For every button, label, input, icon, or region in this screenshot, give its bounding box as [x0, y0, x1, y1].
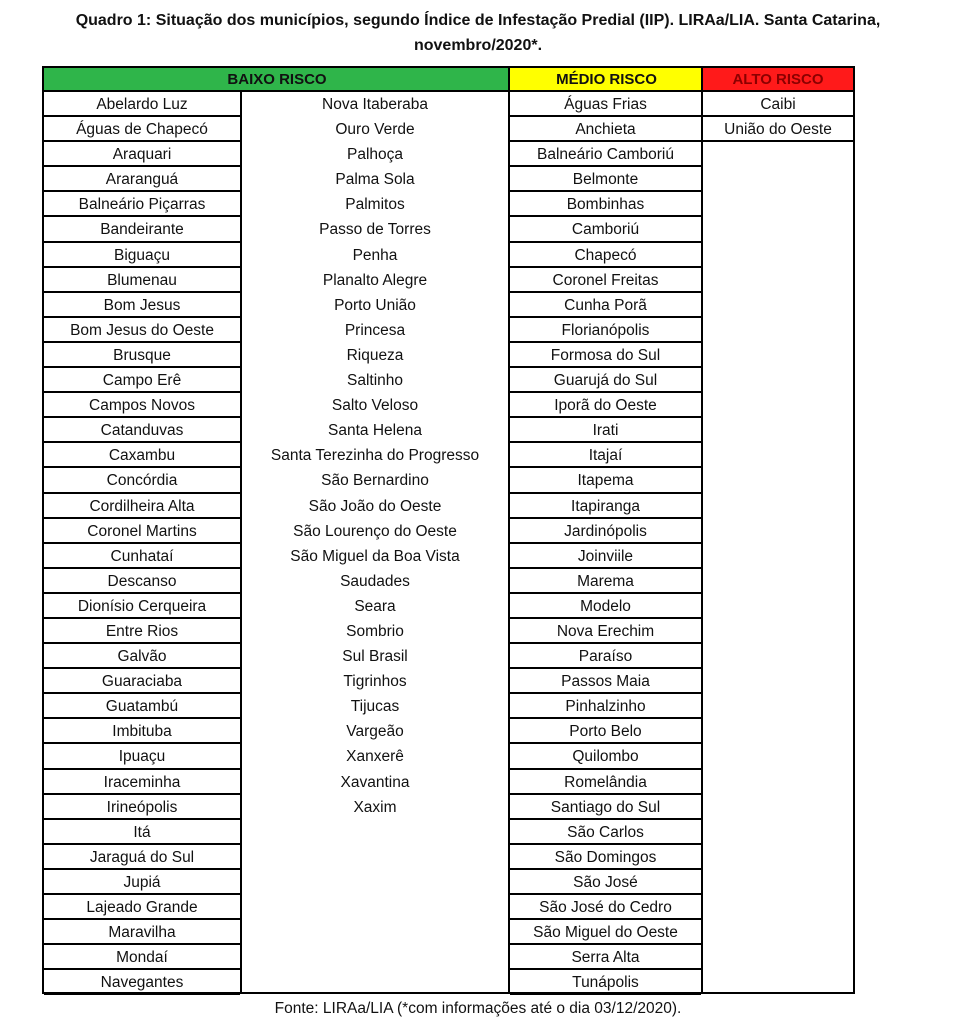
municipality-cell: Mondaí: [44, 945, 240, 970]
municipality-cell: Irati: [510, 418, 701, 443]
municipality-cell: Modelo: [510, 594, 701, 619]
municipality-cell: Florianópolis: [510, 318, 701, 343]
municipality-cell: Galvão: [44, 644, 240, 669]
municipality-cell: Concórdia: [44, 468, 240, 493]
municipality-cell: Campos Novos: [44, 393, 240, 418]
municipality-cell: Serra Alta: [510, 945, 701, 970]
municipality-cell: Abelardo Luz: [44, 92, 240, 117]
municipality-cell: Santiago do Sul: [510, 795, 701, 820]
municipality-cell: Quilombo: [510, 744, 701, 769]
municipality-cell: Penha: [352, 246, 398, 264]
municipality-cell: São Lourenço do Oeste: [293, 522, 457, 540]
municipality-cell: Guaraciaba: [44, 669, 240, 694]
municipality-cell: Guatambú: [44, 694, 240, 719]
municipality-cell: Palma Sola: [335, 171, 415, 189]
municipality-cell: Palmitos: [345, 196, 405, 214]
municipality-cell: Balneário Piçarras: [44, 192, 240, 217]
municipality-cell: Lajeado Grande: [44, 895, 240, 920]
municipality-cell: Iraceminha: [44, 770, 240, 795]
municipality-cell: Salto Veloso: [331, 397, 419, 415]
municipality-cell: Jardinópolis: [510, 519, 701, 544]
municipality-cell: Anchieta: [510, 117, 701, 142]
medio-risco-column: [510, 92, 701, 995]
municipality-cell: Entre Rios: [44, 619, 240, 644]
municipality-cell: Saudades: [340, 572, 410, 590]
municipality-cell: Nova Itaberaba: [322, 96, 428, 113]
municipality-cell: Sombrio: [346, 622, 404, 640]
municipality-cell: Riqueza: [346, 346, 404, 364]
municipality-cell: Vargeão: [346, 723, 404, 741]
municipality-cell: São Domingos: [510, 845, 701, 870]
municipality-cell: Dionísio Cerqueira: [44, 594, 240, 619]
municipality-cell: Irineópolis: [44, 795, 240, 820]
municipality-cell: Balneário Camboriú: [510, 142, 701, 167]
municipality-cell: Ouro Verde: [335, 121, 415, 139]
municipality-cell: Coronel Freitas: [510, 268, 701, 293]
municipality-cell: Blumenau: [44, 268, 240, 293]
alto-risco-column: [703, 92, 853, 142]
municipality-cell: São José: [510, 870, 701, 895]
municipality-cell: Camboriú: [510, 217, 701, 242]
header-baixo-risco: BAIXO RISCO: [44, 68, 510, 92]
municipality-cell: São João do Oeste: [308, 497, 442, 515]
municipality-cell: Águas Frias: [510, 92, 701, 117]
municipality-cell: Coronel Martins: [44, 519, 240, 544]
municipality-cell: Iporã do Oeste: [510, 393, 701, 418]
municipality-cell: Itapiranga: [510, 494, 701, 519]
municipality-cell: Tigrinhos: [343, 673, 407, 691]
municipality-cell: Belmonte: [510, 167, 701, 192]
municipality-cell: Biguaçu: [44, 243, 240, 268]
municipality-cell: Jupiá: [44, 870, 240, 895]
municipality-cell: Sul Brasil: [342, 648, 408, 666]
title-line-1: Quadro 1: Situação dos municípios, segundo Índice de Infestação Predial (IIP). LIRAa/LIA. Santa Catarina,: [75, 12, 881, 29]
municipality-cell: Navegantes: [44, 970, 240, 995]
municipality-cell: Guarujá do Sul: [510, 368, 701, 393]
municipality-cell: Xaxim: [353, 798, 397, 816]
municipality-cell: Catanduvas: [44, 418, 240, 443]
municipality-cell: Tunápolis: [510, 970, 701, 995]
municipality-cell: Itapema: [510, 468, 701, 493]
municipality-cell: Porto União: [334, 296, 416, 314]
header-alto-risco: ALTO RISCO: [703, 68, 853, 92]
municipality-cell: Joinviile: [510, 544, 701, 569]
municipality-cell: Tijucas: [350, 698, 400, 716]
municipality-cell: Bom Jesus do Oeste: [44, 318, 240, 343]
municipality-cell: São Carlos: [510, 820, 701, 845]
municipality-cell: Passos Maia: [510, 669, 701, 694]
municipality-cell: Araquari: [44, 142, 240, 167]
divider-col3: [701, 68, 703, 992]
source-footer: Fonte: LIRAa/LIA (*com informações até o dia 03/12/2020).: [274, 1000, 682, 1017]
municipality-cell: Descanso: [44, 569, 240, 594]
municipality-cell: Cunhataí: [44, 544, 240, 569]
municipality-cell: Princesa: [344, 321, 406, 339]
municipality-cell: Bombinhas: [510, 192, 701, 217]
municipality-cell: Caibi: [703, 92, 853, 117]
municipality-cell: Xavantina: [340, 773, 410, 791]
baixo-risco-column-1: [44, 92, 240, 995]
municipality-cell: Brusque: [44, 343, 240, 368]
municipality-cell: Chapecó: [510, 243, 701, 268]
municipality-cell: Bandeirante: [44, 217, 240, 242]
municipality-cell: Santa Terezinha do Progresso: [270, 447, 480, 465]
municipality-cell: Porto Belo: [510, 719, 701, 744]
municipality-cell: União do Oeste: [703, 117, 853, 142]
municipality-cell: Nova Erechim: [510, 619, 701, 644]
municipality-cell: São Miguel do Oeste: [510, 920, 701, 945]
municipality-cell: Romelândia: [510, 770, 701, 795]
municipality-cell: Seara: [354, 597, 396, 615]
municipality-cell: Imbituba: [44, 719, 240, 744]
municipality-cell: Planalto Alegre: [322, 271, 428, 289]
municipality-cell: Palhoça: [346, 146, 403, 164]
municipality-cell: Santa Helena: [328, 422, 422, 440]
municipality-cell: São Bernardino: [321, 472, 429, 490]
municipality-cell: Maravilha: [44, 920, 240, 945]
municipality-cell: Marema: [510, 569, 701, 594]
municipality-cell: Itá: [44, 820, 240, 845]
municipality-cell: Cordilheira Alta: [44, 494, 240, 519]
municipality-cell: Pinhalzinho: [510, 694, 701, 719]
municipality-cell: Formosa do Sul: [510, 343, 701, 368]
municipality-cell: Araranguá: [44, 167, 240, 192]
municipality-cell: Caxambu: [44, 443, 240, 468]
municipality-cell: Passo de Torres: [319, 221, 431, 239]
municipality-cell: Campo Erê: [44, 368, 240, 393]
municipality-cell: Ipuaçu: [44, 744, 240, 769]
municipality-cell: Jaraguá do Sul: [44, 845, 240, 870]
table-title: [0, 8, 956, 58]
municipality-cell: Xanxerê: [346, 748, 404, 766]
municipality-cell: São Miguel da Boa Vista: [290, 547, 460, 565]
municipality-cell: São José do Cedro: [510, 895, 701, 920]
risk-table: [42, 66, 855, 994]
municipality-cell: Cunha Porã: [510, 293, 701, 318]
municipality-cell: Águas de Chapecó: [44, 117, 240, 142]
title-line-2: novembro/2020*.: [413, 37, 543, 54]
municipality-cell: Paraíso: [510, 644, 701, 669]
municipality-cell: Bom Jesus: [44, 293, 240, 318]
header-medio-risco: MÉDIO RISCO: [510, 68, 703, 92]
baixo-risco-column-2: [242, 92, 508, 820]
municipality-cell: Saltinho: [346, 372, 403, 390]
municipality-cell: Itajaí: [510, 443, 701, 468]
